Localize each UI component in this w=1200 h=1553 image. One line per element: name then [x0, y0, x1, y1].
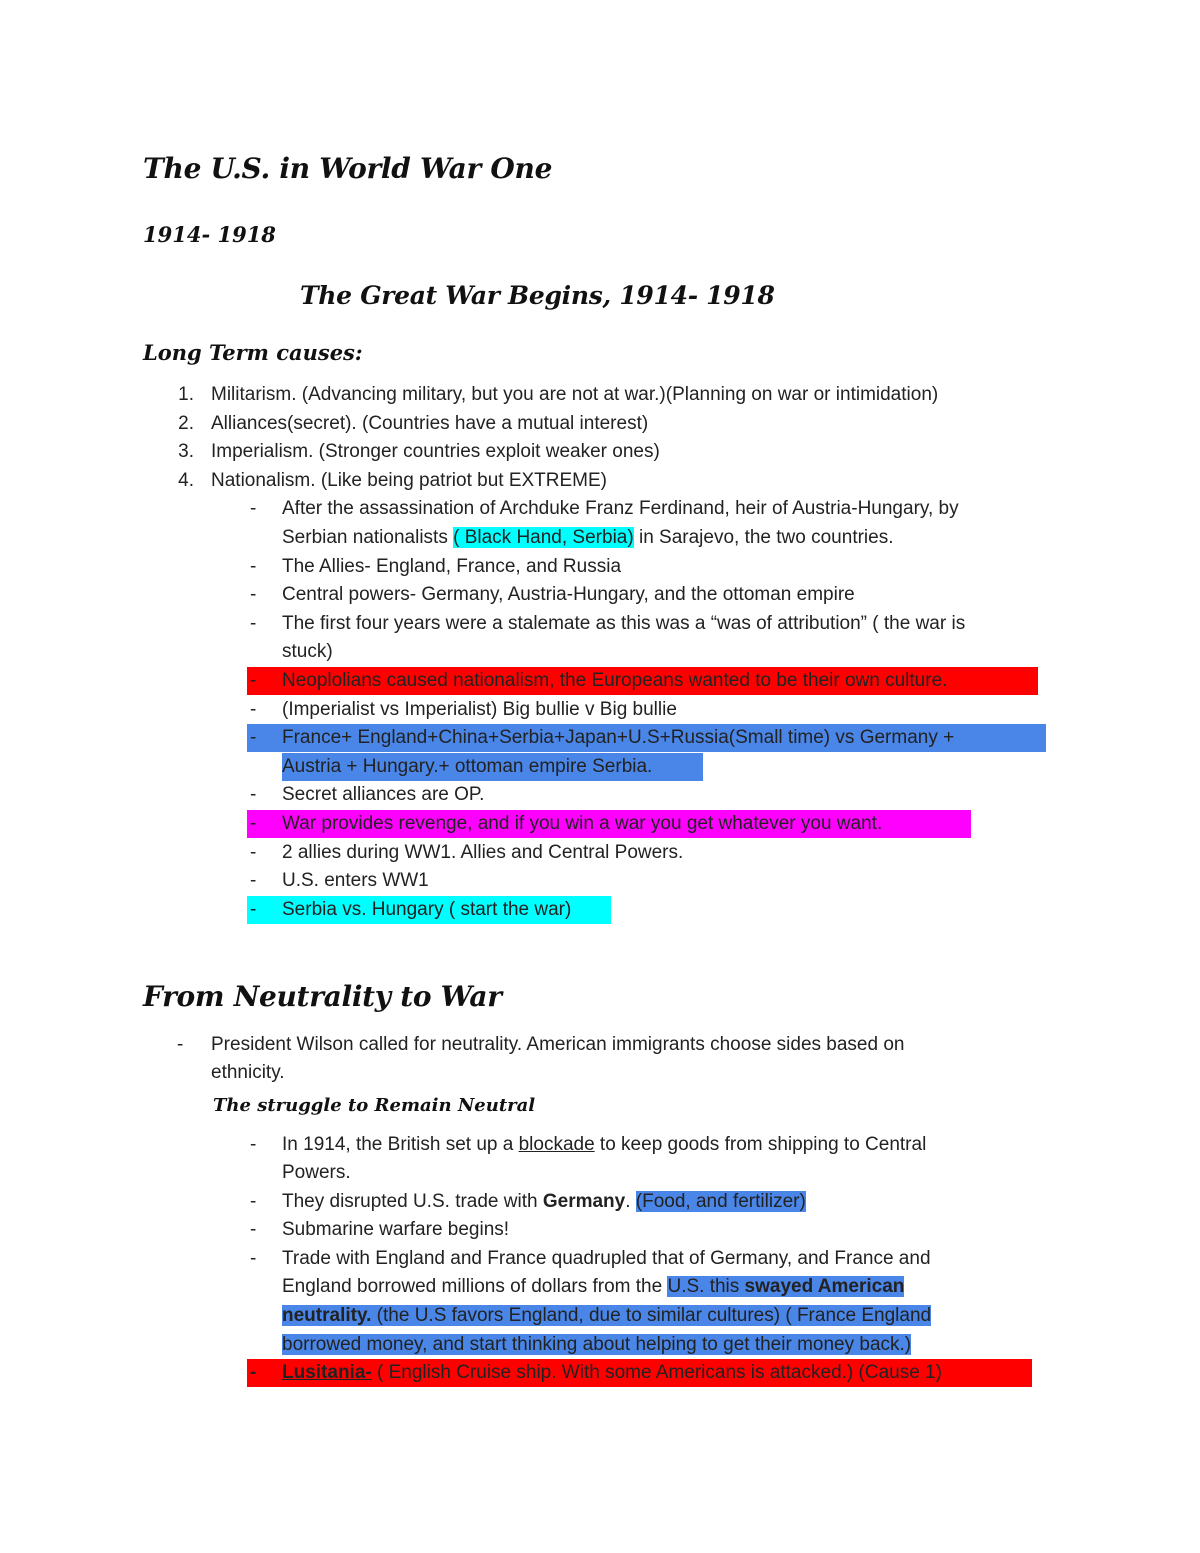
- list-number: 2.: [178, 413, 194, 434]
- list-item: stuck): [282, 641, 333, 662]
- list-item: The Allies- England, France, and Russia: [282, 556, 622, 577]
- neutrality-heading: From Neutrality to War: [143, 980, 502, 1013]
- list-item: The first four years were a stalemate as this was a “was of attribution” ( the war is: [282, 613, 966, 634]
- list-item: Serbian nationalists ( Black Hand, Serbia) in Sarajevo, the two countries.: [282, 527, 894, 548]
- bullet-dash: -: [250, 1134, 257, 1155]
- list-item: After the assassination of Archduke Franz Ferdinand, heir of Austria-Hungary, by: [282, 498, 959, 519]
- page-title: The U.S. in World War One: [143, 152, 553, 185]
- highlight-black-hand: ( Black Hand, Serbia): [453, 527, 634, 548]
- highlighted-row: - Neoplolians caused nationalism, the Europeans wanted to be their own culture.: [247, 667, 1038, 695]
- long-term-causes-heading: Long Term causes:: [143, 340, 363, 365]
- bullet-dash: -: [250, 584, 257, 605]
- highlighted-row: - Serbia vs. Hungary ( start the war): [247, 896, 611, 924]
- bullet-dash: -: [250, 699, 257, 720]
- highlighted-row: - War provides revenge, and if you win a war you get whatever you want.: [247, 810, 971, 838]
- list-item: Imperialism. (Stronger countries exploit weaker ones): [211, 441, 660, 462]
- bullet-dash: -: [250, 842, 257, 863]
- list-item: (Imperialist vs Imperialist) Big bullie v Big bullie: [282, 699, 677, 720]
- struggle-heading: The struggle to Remain Neutral: [213, 1095, 536, 1116]
- list-item: Powers.: [282, 1162, 351, 1183]
- blockade-term: blockade: [518, 1134, 595, 1155]
- list-item: Militarism. (Advancing military, but you are not at war.)(Planning on war or intimidation): [211, 384, 939, 405]
- bullet-dash: -: [250, 1248, 257, 1269]
- bullet-dash: -: [250, 1219, 257, 1240]
- bullet-dash: -: [250, 613, 257, 634]
- list-number: 4.: [178, 470, 194, 491]
- highlighted-row: - France+ England+China+Serbia+Japan+U.S+Russia(Small time) vs Germany +: [247, 724, 1046, 752]
- list-item: They disrupted U.S. trade with Germany. (Food, and fertilizer): [282, 1191, 806, 1212]
- list-item: Nationalism. (Like being patriot but EXTREME): [211, 470, 607, 491]
- list-item: England borrowed millions of dollars from the U.S. this swayed American: [282, 1276, 905, 1297]
- list-item: In 1914, the British set up a blockade to keep goods from shipping to Central: [282, 1134, 927, 1155]
- list-item: U.S. enters WW1: [282, 870, 429, 891]
- list-item: Trade with England and France quadrupled that of Germany, and France and: [282, 1248, 931, 1269]
- bullet-dash: -: [250, 556, 257, 577]
- list-item: borrowed money, and start thinking about helping to get their money back.): [282, 1334, 912, 1355]
- list-item: Alliances(secret). (Countries have a mutual interest): [211, 413, 649, 434]
- list-item: President Wilson called for neutrality. American immigrants choose sides based on: [211, 1034, 905, 1055]
- bullet-dash: -: [250, 784, 257, 805]
- section-subtitle: The Great War Begins, 1914- 1918: [300, 281, 775, 310]
- list-number: 1.: [178, 384, 194, 405]
- list-number: 3.: [178, 441, 194, 462]
- bullet-dash: -: [177, 1034, 184, 1055]
- highlight-food-fertilizer: (Food, and fertilizer): [635, 1191, 806, 1212]
- list-item: ethnicity.: [211, 1062, 285, 1083]
- highlighted-row: - Lusitania- ( English Cruise ship. With some Americans is attacked.) (Cause 1): [247, 1359, 1032, 1387]
- bullet-dash: -: [250, 1191, 257, 1212]
- date-range: 1914- 1918: [143, 222, 276, 247]
- list-item: Secret alliances are OP.: [282, 784, 485, 805]
- list-item: 2 allies during WW1. Allies and Central Powers.: [282, 842, 684, 863]
- lusitania-term: Lusitania-: [282, 1362, 372, 1383]
- list-item: Submarine warfare begins!: [282, 1219, 510, 1240]
- bullet-dash: -: [250, 870, 257, 891]
- list-item: Central powers- Germany, Austria-Hungary, and the ottoman empire: [282, 584, 855, 605]
- bullet-dash: -: [250, 498, 257, 519]
- highlighted-row: Austria + Hungary.+ ottoman empire Serbia.: [282, 753, 703, 781]
- list-item: neutrality. (the U.S favors England, due to similar cultures) ( France England: [282, 1305, 932, 1326]
